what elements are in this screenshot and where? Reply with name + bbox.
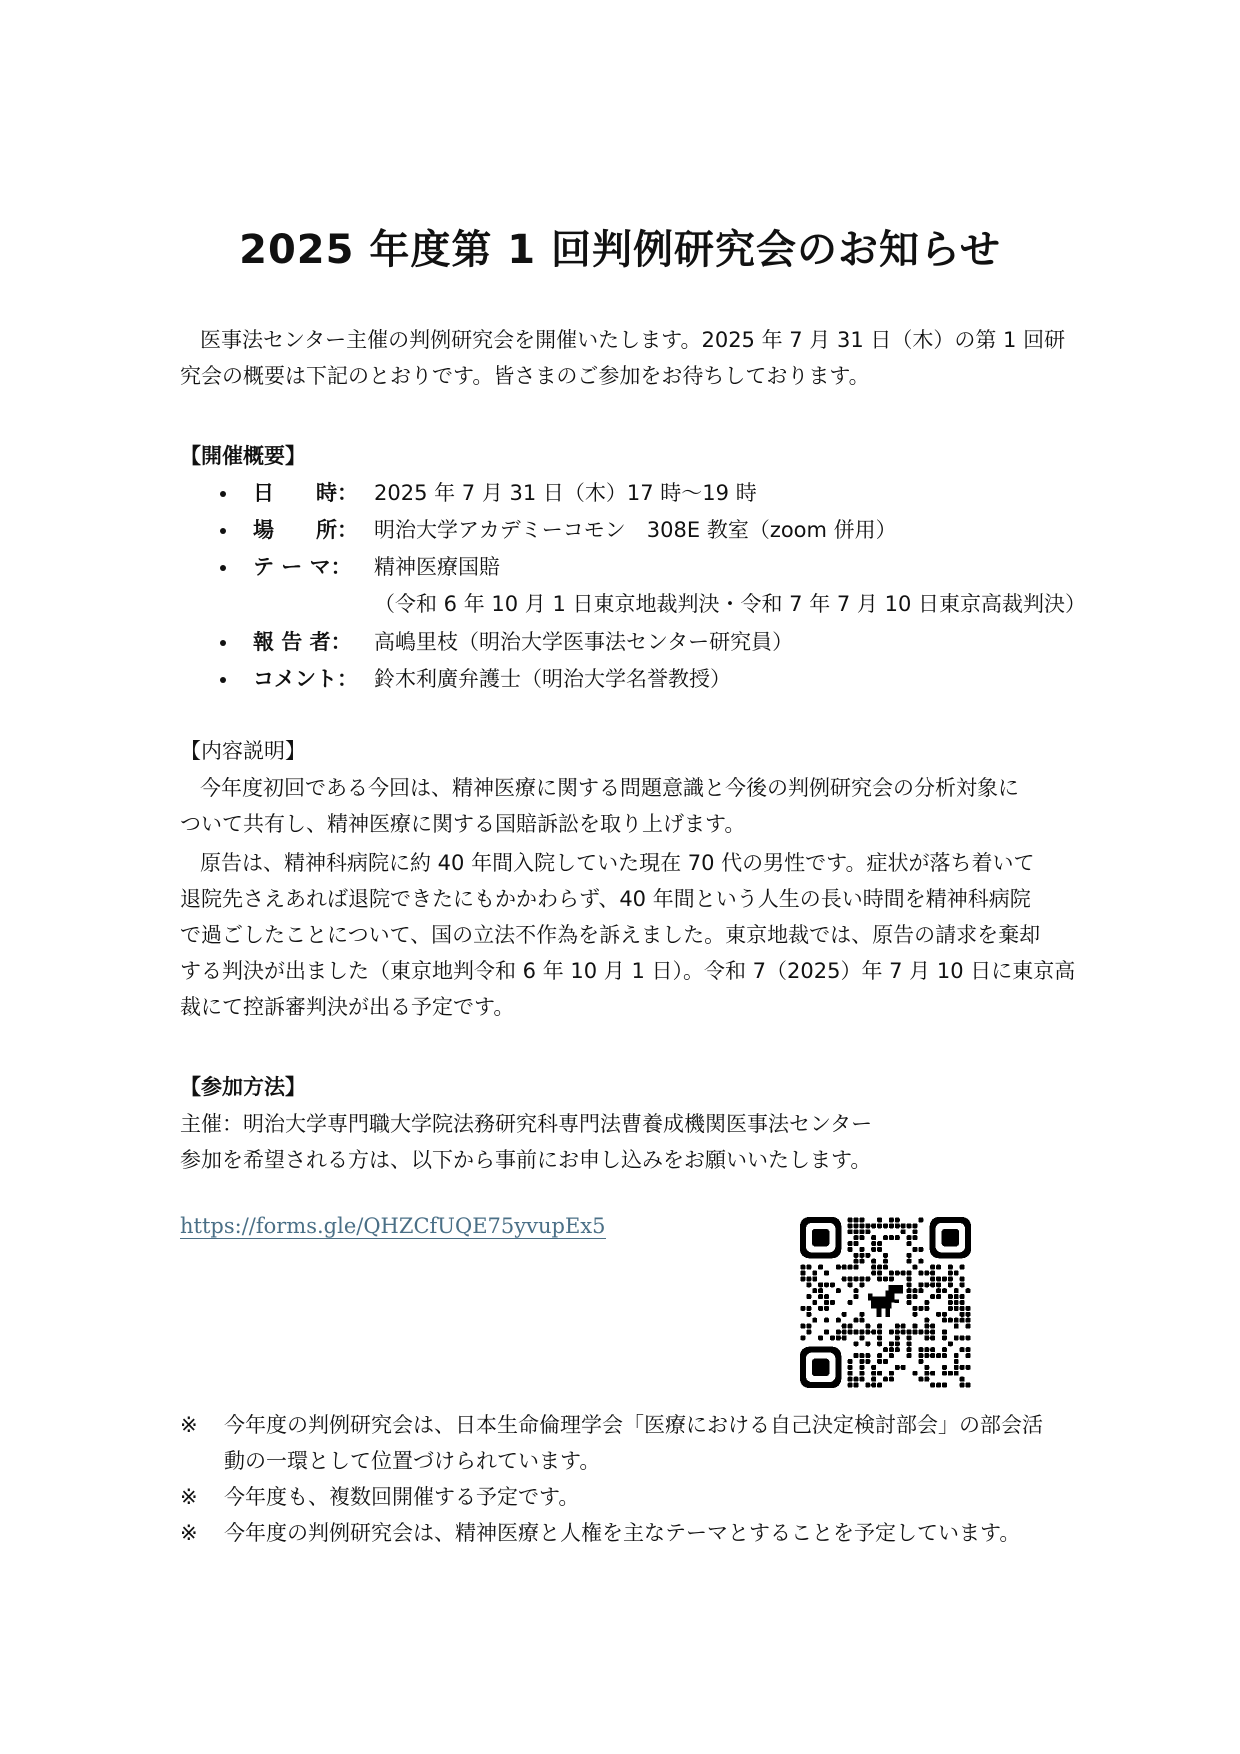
- content-line: 退院先さえあれば退院できたにもかかわらず、40 年間という人生の長い時間を精神科病院: [180, 887, 1031, 911]
- content-line: 原告は、精神科病院に約 40 年間入院していた現在 70 代の男性です。症状が落ち着いて: [200, 851, 1035, 875]
- content-line: 裁にて控訴審判決が出る予定です。: [180, 995, 515, 1019]
- content-line: 今年度初回である今回は、精神医療に関する問題意識と今後の判例研究会の分析対象に: [200, 776, 1019, 800]
- note-mark: ※: [180, 1521, 198, 1545]
- request-text: 参加を希望される方は、以下から事前にお申し込みをお願いいたします。: [180, 1148, 872, 1172]
- content-line: する判決が出ました（東京地判令和 6 年 10 月 1 日）。令和 7（2025）年 7 月 10 日に東京高: [180, 959, 1076, 983]
- page-title: 2025 年度第 1 回判例研究会のお知らせ: [239, 227, 1001, 273]
- bullet-icon: [220, 491, 226, 497]
- note-text: 今年度も、複数回開催する予定です。: [224, 1485, 580, 1509]
- comment-label: コメント：: [253, 667, 358, 691]
- theme-value: 精神医療国賠: [374, 555, 500, 579]
- organizer-text: 主催：明治大学専門職大学院法務研究科専門法曹養成機関医事法センター: [180, 1112, 873, 1136]
- intro-line-2: 究会の概要は下記のとおりです。皆さまのご参加をお待ちしております。: [180, 364, 870, 388]
- qr-code[interactable]: [800, 1217, 971, 1388]
- note-text: 今年度の判例研究会は、日本生命倫理学会「医療における自己決定検討部会」の部会活: [224, 1413, 1043, 1437]
- theme-label: テ ー マ：: [253, 555, 352, 579]
- overview-heading: 【開催概要】: [180, 444, 306, 468]
- bullet-icon: [220, 528, 226, 534]
- note-mark: ※: [180, 1485, 198, 1509]
- note-text: 今年度の判例研究会は、精神医療と人権を主なテーマとすることを予定しています。: [224, 1521, 1021, 1545]
- registration-link[interactable]: https://forms.gle/QHZCfUQE75yvupEx5: [180, 1214, 606, 1238]
- dinosaur-icon: [865, 1282, 906, 1323]
- place-value: 明治大学アカデミーコモン 308E 教室（zoom 併用）: [374, 518, 897, 542]
- reporter-label: 報 告 者：: [253, 630, 352, 654]
- bullet-icon: [220, 677, 226, 683]
- place-label: 場 所：: [253, 518, 358, 542]
- note-text: 動の一環として位置づけられています。: [224, 1449, 601, 1473]
- intro-line-1: 医事法センター主催の判例研究会を開催いたします。2025 年 7 月 31 日（木）の第 1 回研: [200, 328, 1066, 352]
- date-label: 日 時：: [253, 481, 358, 505]
- comment-value: 鈴木利廣弁護士（明治大学名誉教授）: [374, 667, 731, 691]
- reporter-value: 高嶋里枝（明治大学医事法センター研究員）: [374, 630, 794, 654]
- content-line: で過ごしたことについて、国の立法不作為を訴えました。東京地裁では、原告の請求を棄却: [180, 923, 1041, 947]
- date-value: 2025 年 7 月 31 日（木）17 時〜19 時: [374, 481, 757, 505]
- note-mark: ※: [180, 1413, 198, 1437]
- bullet-icon: [220, 640, 226, 646]
- participation-heading: 【参加方法】: [180, 1075, 306, 1099]
- content-heading: 【内容説明】: [180, 739, 306, 763]
- content-line: ついて共有し、精神医療に関する国賠訴訟を取り上げます。: [180, 812, 746, 836]
- theme-value-detail: （令和 6 年 10 月 1 日東京地裁判決・令和 7 年 7 月 10 日東京高裁判決）: [374, 592, 1086, 616]
- bullet-icon: [220, 565, 226, 571]
